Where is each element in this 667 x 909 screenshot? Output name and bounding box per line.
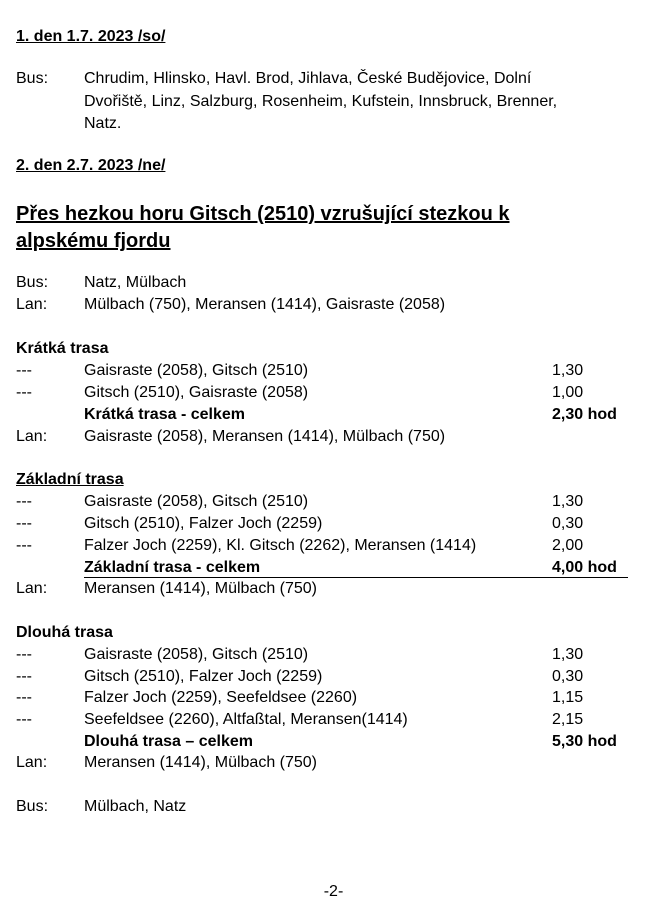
table-row [0,383,667,403]
row-marker: --- [16,668,32,685]
basic-route-title: Základní trasa [16,471,124,488]
row-time: 1,30 [552,646,584,663]
lan-text: Mülbach (750), Meransen (1414), Gaisraste (2058) [84,296,446,313]
total-time: 5,30 hod [552,733,617,750]
row-marker: --- [16,384,32,401]
lan-text: Meransen (1414), Mülbach (750) [84,580,318,597]
day1-title: 1. den 1.7. 2023 /so/ [16,28,166,45]
row-marker: --- [16,646,32,663]
day2-lan-row [0,295,667,315]
row-text: Gitsch (2510), Gaisraste (2058) [84,384,309,401]
row-time: 2,15 [552,711,584,728]
total-time: 4,00 hod [552,559,617,576]
total-label: Krátká trasa - celkem [84,406,245,423]
lan-label: Lan: [16,580,48,597]
lan-label: Lan: [16,296,48,313]
short-route-title: Krátká trasa [16,340,109,357]
day2-title: 2. den 2.7. 2023 /ne/ [16,157,166,174]
bus-stops-line3: Natz. [84,115,122,132]
end-bus-row [0,797,667,817]
row-marker: --- [16,515,32,532]
table-row [0,667,667,687]
row-time: 1,15 [552,689,584,706]
row-text: Gaisraste (2058), Gitsch (2510) [84,493,309,510]
row-marker: --- [16,362,32,379]
table-row [0,536,667,556]
total-divider [84,577,628,578]
day2-bus-row [0,273,667,293]
day1-bus-row [0,69,667,89]
row-text: Falzer Joch (2259), Seefeldsee (2260) [84,689,358,706]
basic-total-row [0,558,667,578]
basic-lan-row [0,579,667,599]
bus-label: Bus: [16,70,49,87]
row-time: 1,30 [552,362,584,379]
row-text: Gitsch (2510), Falzer Joch (2259) [84,668,323,685]
row-marker: --- [16,537,32,554]
bus-label: Bus: [16,274,49,291]
day1-bus-row-3 [0,114,667,134]
total-label: Dlouhá trasa – celkem [84,733,253,750]
row-text: Gitsch (2510), Falzer Joch (2259) [84,515,323,532]
day2-heading-line2: alpskému fjordu [16,230,171,252]
long-lan-row [0,753,667,773]
row-time: 0,30 [552,515,584,532]
bus-text: Natz, Mülbach [84,274,187,291]
short-total-row [0,405,667,425]
row-time: 0,30 [552,668,584,685]
table-row [0,361,667,381]
bus-stops-line2: Dvořiště, Linz, Salzburg, Rosenheim, Kufstein, Innsbruck, Brenner, [84,93,558,110]
day1-bus-row-2 [0,92,667,112]
long-total-row [0,732,667,752]
lan-text: Meransen (1414), Mülbach (750) [84,754,318,771]
total-label: Základní trasa - celkem [84,559,261,576]
row-text: Falzer Joch (2259), Kl. Gitsch (2262), Meransen (1414) [84,537,477,554]
row-time: 1,30 [552,493,584,510]
row-text: Gaisraste (2058), Gitsch (2510) [84,646,309,663]
table-row [0,645,667,665]
table-row [0,514,667,534]
table-row [0,492,667,512]
long-route-title: Dlouhá trasa [16,624,113,641]
lan-label: Lan: [16,754,48,771]
lan-label: Lan: [16,428,48,445]
short-lan-row [0,427,667,447]
row-time: 2,00 [552,537,584,554]
total-time: 2,30 hod [552,406,617,423]
row-marker: --- [16,711,32,728]
row-text: Gaisraste (2058), Gitsch (2510) [84,362,309,379]
bus-text: Mülbach, Natz [84,798,187,815]
day2-heading-line1: Přes hezkou horu Gitsch (2510) vzrušující stezkou k [16,203,510,225]
page-number: -2- [323,883,344,900]
row-marker: --- [16,493,32,510]
row-marker: --- [16,689,32,706]
bus-label: Bus: [16,798,49,815]
bus-stops-line1: Chrudim, Hlinsko, Havl. Brod, Jihlava, České Budějovice, Dolní [84,70,532,87]
table-row [0,688,667,708]
row-text: Seefeldsee (2260), Altfaßtal, Meransen(1414) [84,711,408,728]
row-time: 1,00 [552,384,584,401]
lan-text: Gaisraste (2058), Meransen (1414), Mülbach (750) [84,428,446,445]
table-row [0,710,667,730]
